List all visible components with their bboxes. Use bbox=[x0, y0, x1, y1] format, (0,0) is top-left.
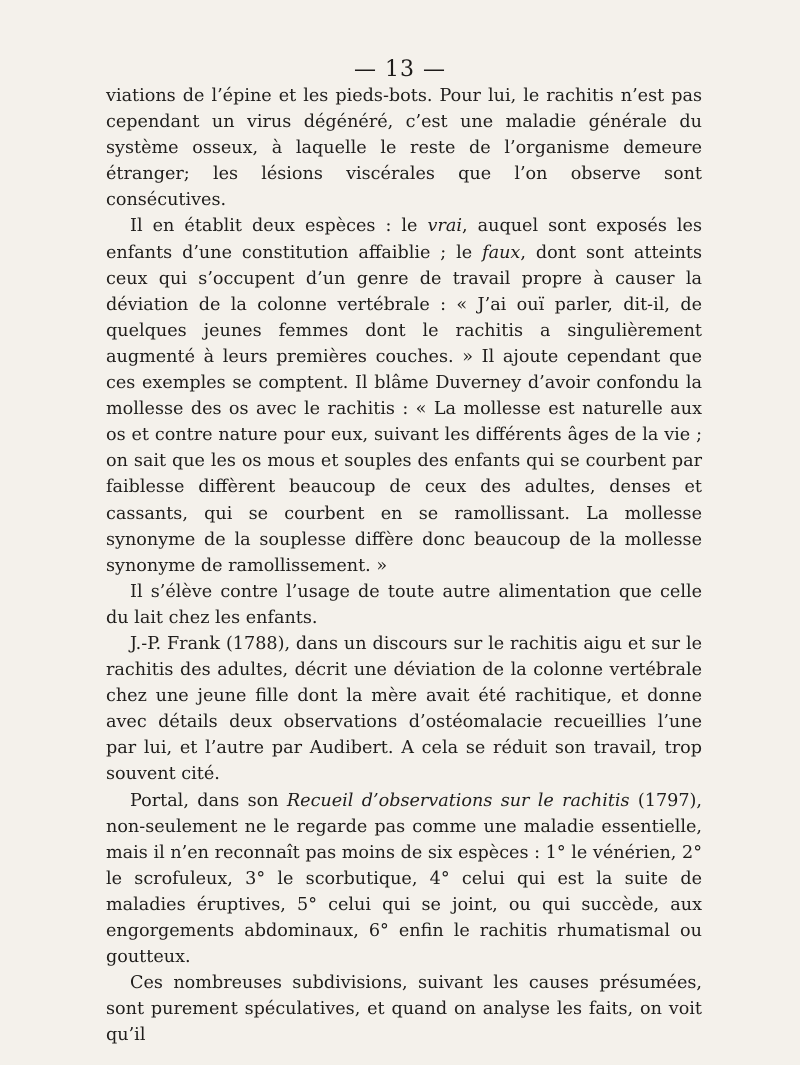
text-run: Il s’élève contre l’usage de toute autre alimentation que celle du lait chez les enfants. bbox=[106, 581, 702, 628]
body-text bbox=[106, 83, 702, 1048]
paragraph bbox=[106, 213, 702, 578]
paragraph bbox=[106, 970, 702, 1048]
paragraph bbox=[106, 83, 702, 213]
italic-term-faux: faux bbox=[482, 242, 521, 263]
text-run: , auquel sont exposés les enfants d’une constitution affaiblie ; le bbox=[106, 216, 702, 263]
text-run: (1797), non-seulement ne le regarde pas comme une maladie essentielle, mais il n’en reconnaît pas moins de six espèces : 1° le vénérien, 2° le scrofuleux, 3° le scorbutique, 4° celui qui est la suite de maladies éruptives, 5° celui qui se joint, ou qui succède, aux engorgements abdominaux, 6° enfin le rachitis rhumatismal ou goutteux. bbox=[106, 790, 702, 968]
page-number: — 13 — bbox=[354, 57, 446, 82]
text-run: J.-P. Frank (1788), dans un discours sur le rachitis aigu et sur le rachitis des adultes, décrit une déviation de la colonne vertébrale chez une jeune fille dont la mère avait été rachitique, et donne avec détails deux observations d’ostéomalacie recueillies l’une par lui, et l’autre par Audibert. A cela se réduit son travail, trop souvent cité. bbox=[106, 633, 702, 785]
text-run: viations de l’épine et les pieds-bots. Pour lui, le rachitis n’est pas cependant un virus dégénéré, c’est une maladie générale du système osseux, à laquelle le reste de l’organisme demeure étranger; les lésions viscérales que l’on observe sont consécutives. bbox=[106, 86, 702, 211]
text-run: Ces nombreuses subdivisions, suivant les causes présumées, sont purement spéculatives, et quand on analyse les faits, on voit qu’il bbox=[106, 973, 702, 1046]
italic-book-title: Recueil d’observations sur le rachitis bbox=[286, 790, 630, 811]
text-run: Il en établit deux espèces : le bbox=[130, 216, 428, 237]
paragraph bbox=[106, 579, 702, 631]
italic-term-vrai: vrai bbox=[427, 216, 462, 237]
paragraph bbox=[106, 788, 702, 971]
paragraph bbox=[106, 631, 702, 788]
text-run: , dont sont atteints ceux qui s’occupent d’un genre de travail propre à causer la déviation de la colonne vertébrale : « J’ai ouï parler, dit-il, de quelques jeunes femmes dont le rachitis a singulièrement augmenté à leurs premières couches. » Il ajoute cependant que ces exemples se comptent. Il blâme Duverney d’avoir confondu la mollesse des os avec le rachitis : « La mollesse est naturelle aux os et contre nature pour eux, suivant les différents âges de la vie ; on sait que les os mous et souples des enfants qui se courbent par faiblesse diffèrent beaucoup de ceux des adultes, denses et cassants, qui se courbent en se ramollissant. La mollesse synonyme de la souplesse diffère donc beaucoup de la mollesse synonyme de ramollissement. » bbox=[106, 242, 703, 576]
text-run: Portal, dans son bbox=[130, 790, 287, 811]
